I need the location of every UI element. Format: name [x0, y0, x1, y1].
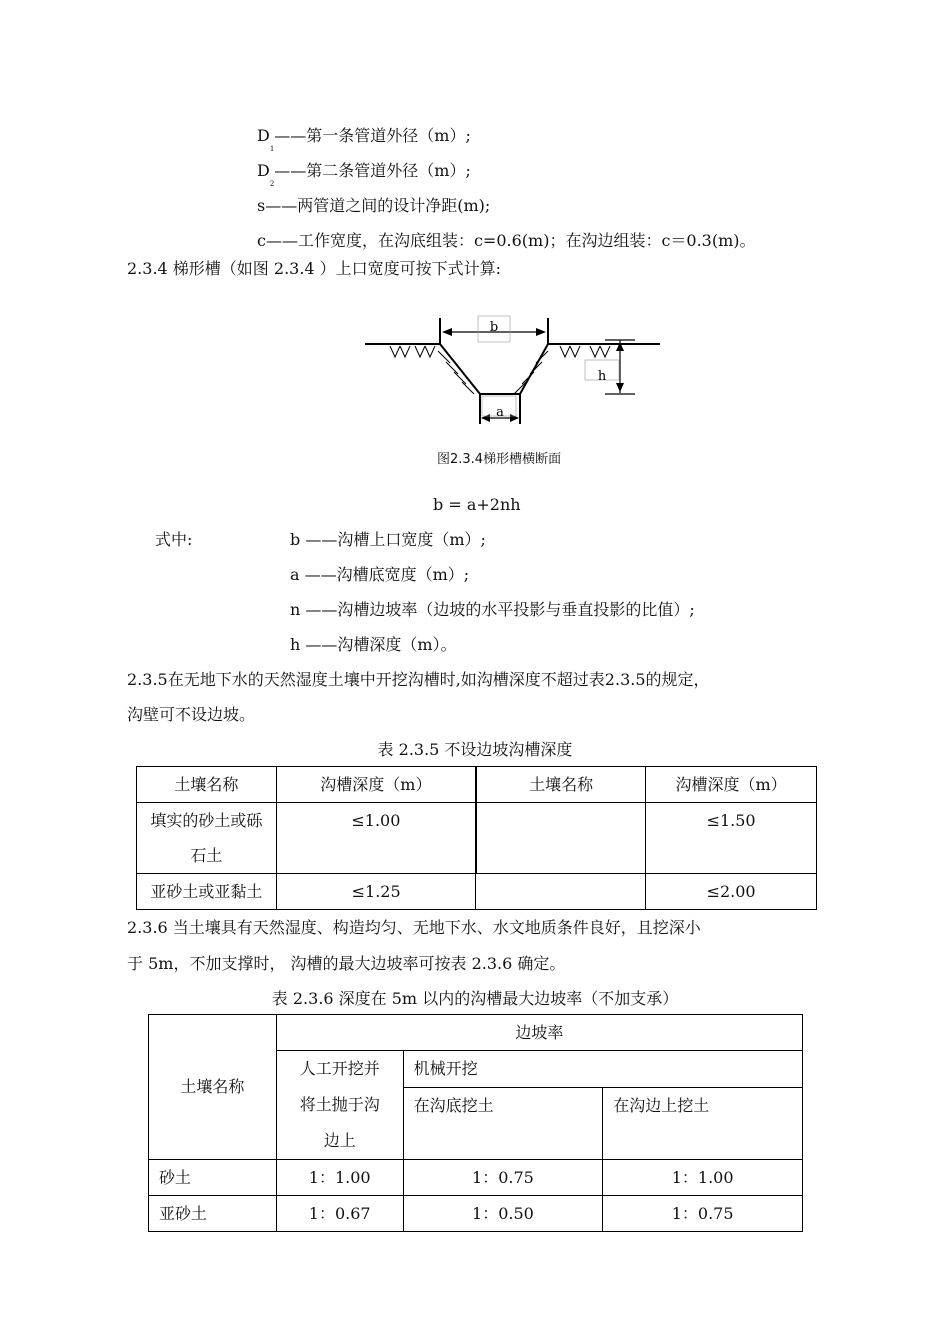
section-2-3-4: 2.3.4 梯形槽（如图 2.3.4 ）上口宽度可按下式计算:	[127, 259, 502, 278]
th-manual: 人工开挖并 将土抛于沟 边上	[276, 1051, 403, 1160]
table2-title: 表 2.3.6 深度在 5m 以内的沟槽最大边坡率（不加支承）	[271, 989, 679, 1008]
section-2-3-5-line1: 2.3.5在无地下水的天然湿度土壤中开挖沟槽时,如沟槽深度不超过表2.3.5的规定，	[127, 670, 710, 689]
cell-depth: ≤1.25	[276, 874, 476, 910]
def-n: n ——沟槽边坡率（边坡的水平投影与垂直投影的比值）;	[290, 600, 695, 619]
formula: b = a+2nh	[433, 495, 521, 514]
cell-depth: ≤1.00	[276, 803, 476, 874]
cell-manual: 1：0.67	[276, 1196, 403, 1232]
label-b: b	[489, 320, 499, 335]
th-edge: 在沟边上挖土	[603, 1088, 803, 1160]
def-b: b ——沟槽上口宽度（m）;	[290, 530, 486, 549]
section-2-3-6-line1: 2.3.6 当土壤具有天然湿度、构造均匀、无地下水、水文地质条件良好，且挖深小	[127, 918, 701, 937]
cell-edge: 1：0.75	[603, 1196, 803, 1232]
cell-edge: 1：1.00	[603, 1160, 803, 1196]
th-soil: 土壤名称	[149, 1015, 277, 1160]
table-2-3-5	[136, 766, 817, 910]
cell-manual: 1：1.00	[276, 1160, 403, 1196]
trapezoid-trench-figure	[360, 306, 670, 442]
def-c: c——工作宽度，在沟底组装：c=0.6(m)；在沟边组装：c＝0.3(m)。	[257, 231, 756, 250]
table1-title: 表 2.3.5 不设边坡沟槽深度	[377, 740, 573, 759]
th-machine: 机械开挖	[403, 1051, 802, 1088]
def-s: s——两管道之间的设计净距(m);	[257, 196, 491, 215]
where-label: 式中:	[155, 530, 193, 549]
def-h: h ——沟槽深度（m）。	[290, 635, 457, 654]
th-bottom: 在沟底挖土	[403, 1088, 603, 1160]
table1-header-row	[137, 767, 817, 803]
table-row	[137, 874, 817, 910]
th-depth-2: 沟槽深度（m）	[646, 767, 817, 803]
table2-header-row	[149, 1015, 803, 1051]
cell-bottom: 1：0.75	[403, 1160, 603, 1196]
figure-caption: 图2.3.4梯形槽横断面	[437, 452, 562, 467]
th-soil-2: 土壤名称	[476, 767, 646, 803]
def-a: a ——沟槽底宽度（m）;	[290, 565, 470, 584]
table-row	[137, 803, 817, 874]
cell-soil: 亚砂土或亚黏土	[137, 874, 277, 910]
th-slope: 边坡率	[276, 1015, 802, 1051]
cell-soil: 填实的砂土或砾 石土	[137, 803, 277, 874]
def-d2: $D_2——$第二条管道外径（m）;	[257, 161, 471, 188]
label-h: h	[597, 369, 607, 384]
cell-depth-2: ≤2.00	[646, 874, 817, 910]
table-row	[149, 1160, 803, 1196]
cell-bottom: 1：0.50	[403, 1196, 603, 1232]
def-d1: $D_1——$第一条管道外径（m）;	[257, 126, 471, 153]
table-2-3-6	[148, 1014, 803, 1232]
section-2-3-6-line2: 于 5m，不加支撑时， 沟槽的最大边坡率可按表 2.3.6 确定。	[127, 954, 566, 973]
label-a: a	[496, 405, 504, 420]
cell-soil-2	[476, 874, 646, 910]
cell-soil-2	[476, 803, 646, 874]
cell-depth-2: ≤1.50	[646, 803, 817, 874]
cell-soil: 砂土	[149, 1160, 277, 1196]
cell-soil: 亚砂土	[149, 1196, 277, 1232]
th-soil-1: 土壤名称	[137, 767, 277, 803]
th-depth-1: 沟槽深度（m）	[276, 767, 476, 803]
section-2-3-5-line2: 沟壁可不设边坡。	[127, 705, 256, 724]
table-row	[149, 1196, 803, 1232]
